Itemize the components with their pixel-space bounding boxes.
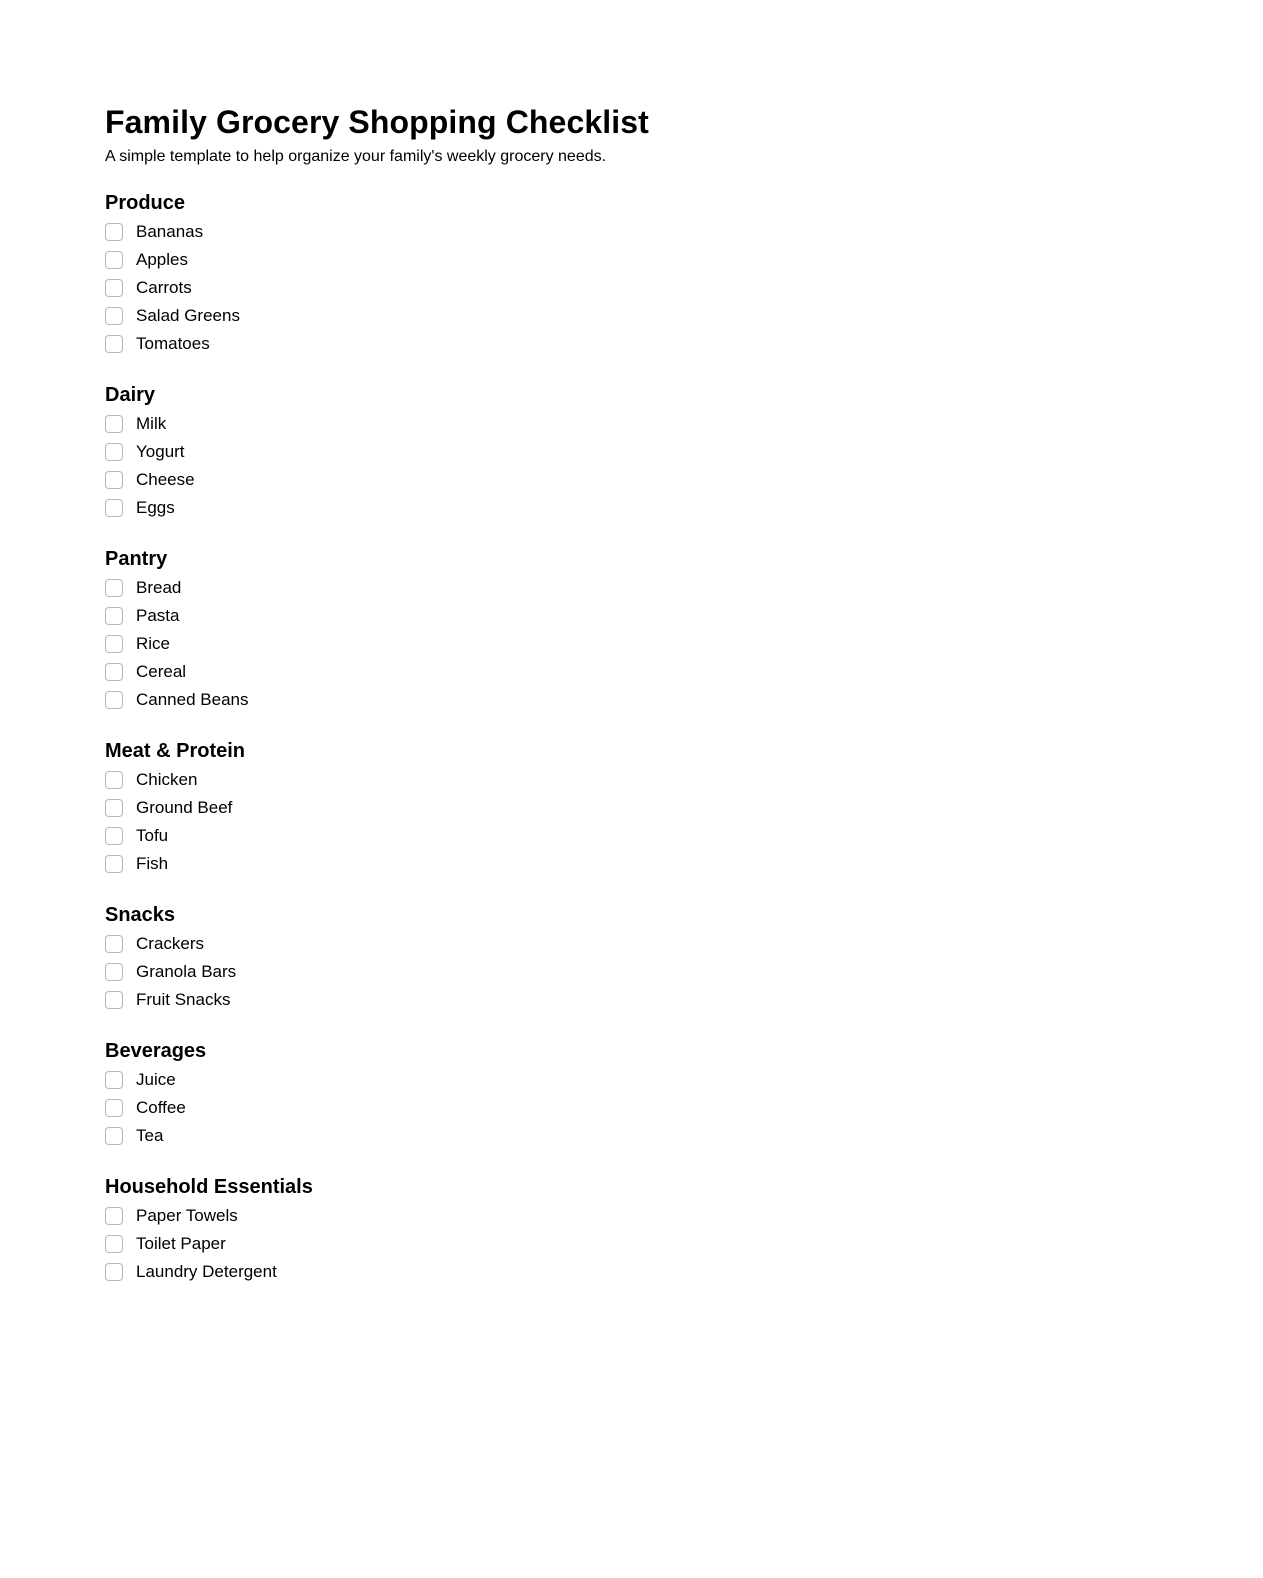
section-title: Snacks [105, 904, 176, 926]
checklist-item[interactable] [105, 438, 1155, 466]
checkbox[interactable] [105, 307, 123, 325]
page-title: Family Grocery Shopping Checklist [105, 104, 649, 140]
checkbox[interactable] [105, 827, 123, 845]
checklist-items [105, 1202, 1155, 1286]
section-meat-protein [105, 736, 1155, 878]
item-label[interactable]: Paper Towels [136, 1206, 238, 1225]
checklist-item[interactable] [105, 246, 1155, 274]
item-label[interactable]: Tomatoes [136, 334, 210, 353]
checklist-item[interactable] [105, 1258, 1155, 1286]
item-label[interactable]: Apples [136, 250, 188, 269]
checklist-item[interactable] [105, 1230, 1155, 1258]
checkbox[interactable] [105, 279, 123, 297]
checklist-item[interactable] [105, 766, 1155, 794]
checkbox[interactable] [105, 223, 123, 241]
item-label[interactable]: Carrots [136, 278, 192, 297]
checklist-item[interactable] [105, 822, 1155, 850]
item-label[interactable]: Laundry Detergent [136, 1262, 277, 1281]
item-label[interactable]: Toilet Paper [136, 1234, 226, 1253]
item-label[interactable]: Chicken [136, 770, 198, 789]
checkbox[interactable] [105, 1207, 123, 1225]
section-beverages [105, 1036, 1155, 1150]
checkbox[interactable] [105, 471, 123, 489]
item-label[interactable]: Crackers [136, 934, 205, 953]
section-title: Household Essentials [105, 1176, 313, 1198]
item-label[interactable]: Cereal [136, 662, 187, 681]
checkbox[interactable] [105, 251, 123, 269]
checklist-item[interactable] [105, 410, 1155, 438]
section-title: Dairy [105, 384, 156, 406]
section-dairy [105, 380, 1155, 522]
checklist-item[interactable] [105, 686, 1155, 714]
checkbox[interactable] [105, 771, 123, 789]
checkbox[interactable] [105, 415, 123, 433]
item-label[interactable]: Juice [136, 1070, 176, 1089]
checkbox[interactable] [105, 991, 123, 1009]
checklist-item[interactable] [105, 302, 1155, 330]
checkbox[interactable] [105, 607, 123, 625]
section-list [105, 188, 1155, 1286]
item-label[interactable]: Bread [136, 578, 182, 597]
item-label[interactable]: Yogurt [136, 442, 185, 461]
checklist-items [105, 766, 1155, 878]
section-title: Produce [105, 192, 186, 214]
item-label[interactable]: Rice [136, 634, 171, 653]
checkbox[interactable] [105, 855, 123, 873]
checklist-item[interactable] [105, 850, 1155, 878]
page-subtitle: A simple template to help organize your family's weekly grocery needs. [105, 148, 607, 165]
item-label[interactable]: Bananas [136, 222, 204, 241]
item-label[interactable]: Salad Greens [136, 306, 240, 325]
checklist-items [105, 930, 1155, 1014]
section-snacks [105, 900, 1155, 1014]
item-label[interactable]: Tea [136, 1126, 164, 1145]
checkbox[interactable] [105, 1127, 123, 1145]
checkbox[interactable] [105, 1263, 123, 1281]
checklist-item[interactable] [105, 1202, 1155, 1230]
checklist-items [105, 218, 1155, 358]
checkbox[interactable] [105, 499, 123, 517]
section-title: Beverages [105, 1040, 207, 1062]
checklist-item[interactable] [105, 1094, 1155, 1122]
checklist-item[interactable] [105, 218, 1155, 246]
item-label[interactable]: Cheese [136, 470, 195, 489]
section-title: Pantry [105, 548, 168, 570]
checkbox[interactable] [105, 579, 123, 597]
checklist-item[interactable] [105, 1066, 1155, 1094]
checkbox[interactable] [105, 963, 123, 981]
checklist-item[interactable] [105, 986, 1155, 1014]
checkbox[interactable] [105, 635, 123, 653]
checkbox[interactable] [105, 1099, 123, 1117]
checkbox[interactable] [105, 935, 123, 953]
checklist-items [105, 410, 1155, 522]
checklist-item[interactable] [105, 794, 1155, 822]
checklist-document [105, 100, 1155, 1286]
checkbox[interactable] [105, 443, 123, 461]
item-label[interactable]: Ground Beef [136, 798, 233, 817]
item-label[interactable]: Fruit Snacks [136, 990, 231, 1009]
item-label[interactable]: Milk [136, 414, 167, 433]
checkbox[interactable] [105, 691, 123, 709]
checklist-item[interactable] [105, 1122, 1155, 1150]
checklist-item[interactable] [105, 494, 1155, 522]
item-label[interactable]: Canned Beans [136, 690, 249, 709]
item-label[interactable]: Granola Bars [136, 962, 237, 981]
checklist-item[interactable] [105, 602, 1155, 630]
item-label[interactable]: Pasta [136, 606, 180, 625]
checklist-items [105, 574, 1155, 714]
checklist-item[interactable] [105, 574, 1155, 602]
item-label[interactable]: Fish [136, 854, 169, 873]
section-title: Meat & Protein [105, 740, 246, 762]
checkbox[interactable] [105, 1071, 123, 1089]
checkbox[interactable] [105, 1235, 123, 1253]
item-label[interactable]: Eggs [136, 498, 175, 517]
checkbox[interactable] [105, 663, 123, 681]
section-pantry [105, 544, 1155, 714]
checklist-items [105, 1066, 1155, 1150]
checkbox[interactable] [105, 799, 123, 817]
section-household-essentials [105, 1172, 1155, 1286]
checklist-item[interactable] [105, 274, 1155, 302]
checklist-item[interactable] [105, 630, 1155, 658]
checklist-item[interactable] [105, 930, 1155, 958]
checklist-item[interactable] [105, 330, 1155, 358]
item-label[interactable]: Coffee [136, 1098, 186, 1117]
checklist-item[interactable] [105, 658, 1155, 686]
checkbox[interactable] [105, 335, 123, 353]
checklist-item[interactable] [105, 958, 1155, 986]
section-produce [105, 188, 1155, 358]
checklist-item[interactable] [105, 466, 1155, 494]
item-label[interactable]: Tofu [136, 826, 169, 845]
